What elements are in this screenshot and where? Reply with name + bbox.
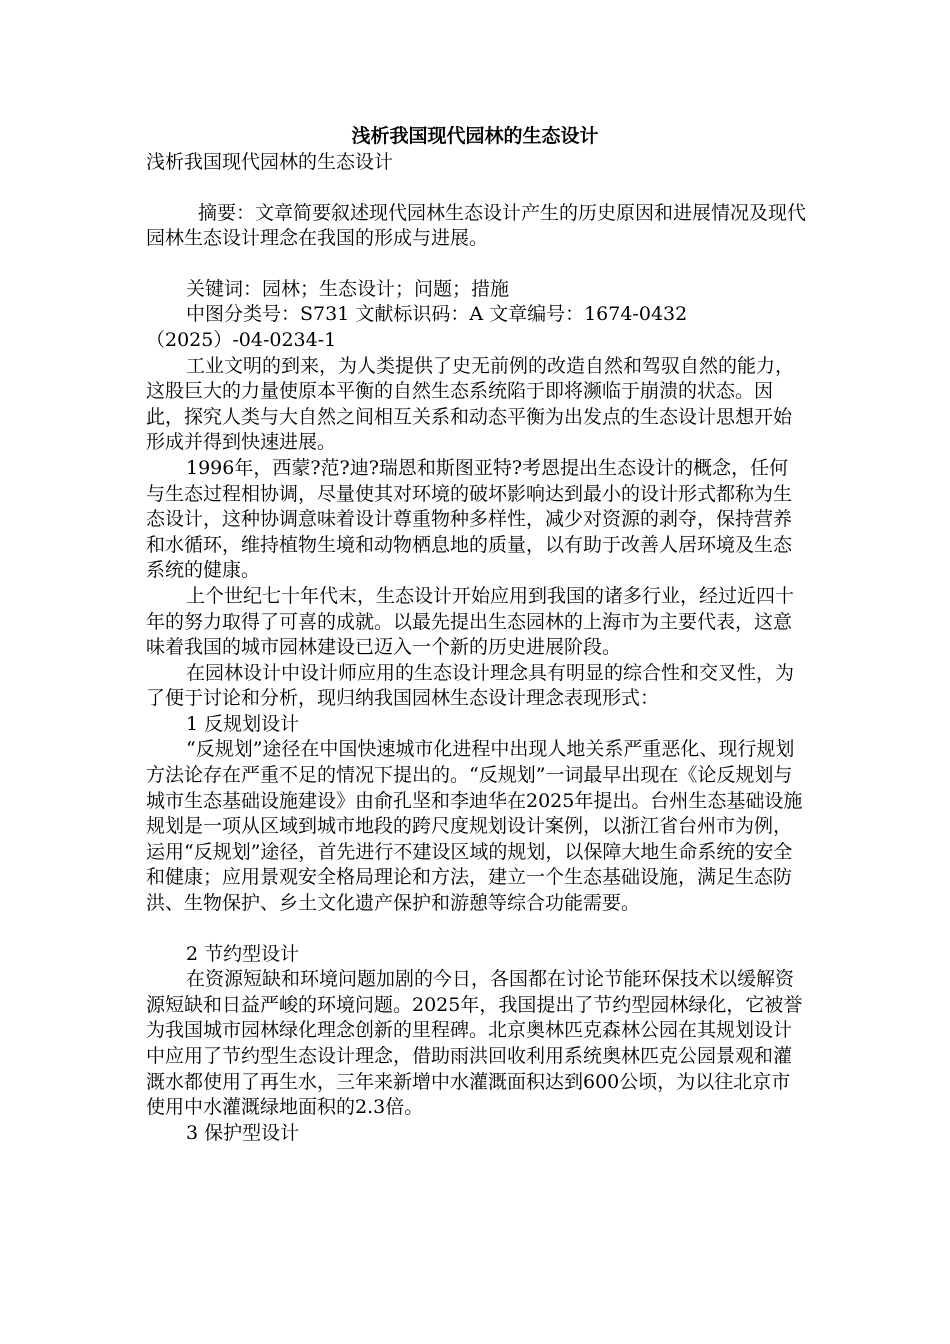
abstract: 摘要：文章简要叙述现代园林生态设计产生的历史原因和进展情况及现代园林生态设计理念在我国的形成与进展。 (146, 201, 807, 250)
section-2-text: 在资源短缺和环境问题加剧的今日，各国都在讨论节能环保技术以缓解资源短缺和日益严峻的环境问题。2025年，我国提出了节约型园林绿化，它被誉为我国城市园林绿化理念创新的里程碑。北京奥林匹克森林公园在其规划设计中应用了节约型生态设计理念，借助雨洪回收利用系统奥林匹克公园景观和灌溉水都使用了再生水，三年来新增中水灌溉面积达到600公顷，为以往北京市使用中水灌溉绿地面积的2.3倍。 (146, 968, 803, 1119)
paragraph-intro-4: 在园林设计中设计师应用的生态设计理念具有明显的综合性和交叉性，为了便于讨论和分析，现归纳我国园林生态设计理念表现形式： (146, 661, 795, 710)
spacer (146, 176, 806, 201)
keywords: 关键词：园林；生态设计；问题；措施 (186, 277, 510, 300)
section-1-text: “反规划”途径在中国快速城市化进程中出现人地关系严重恶化、现行规划方法论存在严重不足的情况下提出的。“反规划”一词最早出现在《论反规划与城市生态基础设施建设》由俞孔坚和李迪华在2025年提出。台州生态基础设施规划是一项从区域到城市地段的跨尺度规划设计案例，以浙江省台州市为例，运用“反规划”途径，首先进行不建设区域的规划，以保障大地生命系统的安全和健康；应用景观安全格局理论和方法，建立一个生态基础设施，满足生态防洪、生物保护、乡土文化遗产保护和游憩等综合功能需要。 (146, 738, 803, 915)
document-title: 浅析我国现代园林的生态设计 (351, 125, 599, 147)
classification-info: 中图分类号：S731 文献标识码：A 文章编号：1674-0432（2025）-04-0234-1 (146, 303, 688, 351)
section-1-heading: 1 反规划设计 (186, 712, 300, 735)
paragraph-intro-2: 1996年，西蒙?范?迪?瑞恩和斯图亚特?考恩提出生态设计的概念，任何与生态过程相协调，尽量使其对环境的破坏影响达到最小的设计形式都称为生态设计，这种协调意味着设计尊重物种多样性，减少对资源的剥夺，保持营养和水循环，维持植物生境和动物栖息地的质量，以有助于改善人居环境及生态系统的健康。 (146, 456, 793, 582)
paragraph-intro-1: 工业文明的到来，为人类提供了史无前例的改造自然和驾驭自然的能力，这股巨大的力量使原本平衡的自然生态系统陷于即将濒临于崩溃的状态。因此，探究人类与大自然之间相互关系和动态平衡为出发点的生态设计思想开始形成并得到快速进展。 (146, 354, 795, 454)
section-3-heading: 3 保护型设计 (186, 1121, 300, 1144)
spacer (146, 917, 806, 942)
paragraph-intro-3: 上个世纪七十年代末，生态设计开始应用到我国的诸多行业，经过近四十年的努力取得了可喜的成就。以最先提出生态园林的上海市为主要代表，这意味着我国的城市园林建设已迈入一个新的历史进展阶段。 (146, 584, 795, 659)
section-2-heading: 2 节约型设计 (186, 942, 300, 965)
document-body (146, 150, 806, 1146)
spacer (146, 252, 806, 277)
document-subtitle: 浅析我国现代园林的生态设计 (146, 151, 394, 173)
